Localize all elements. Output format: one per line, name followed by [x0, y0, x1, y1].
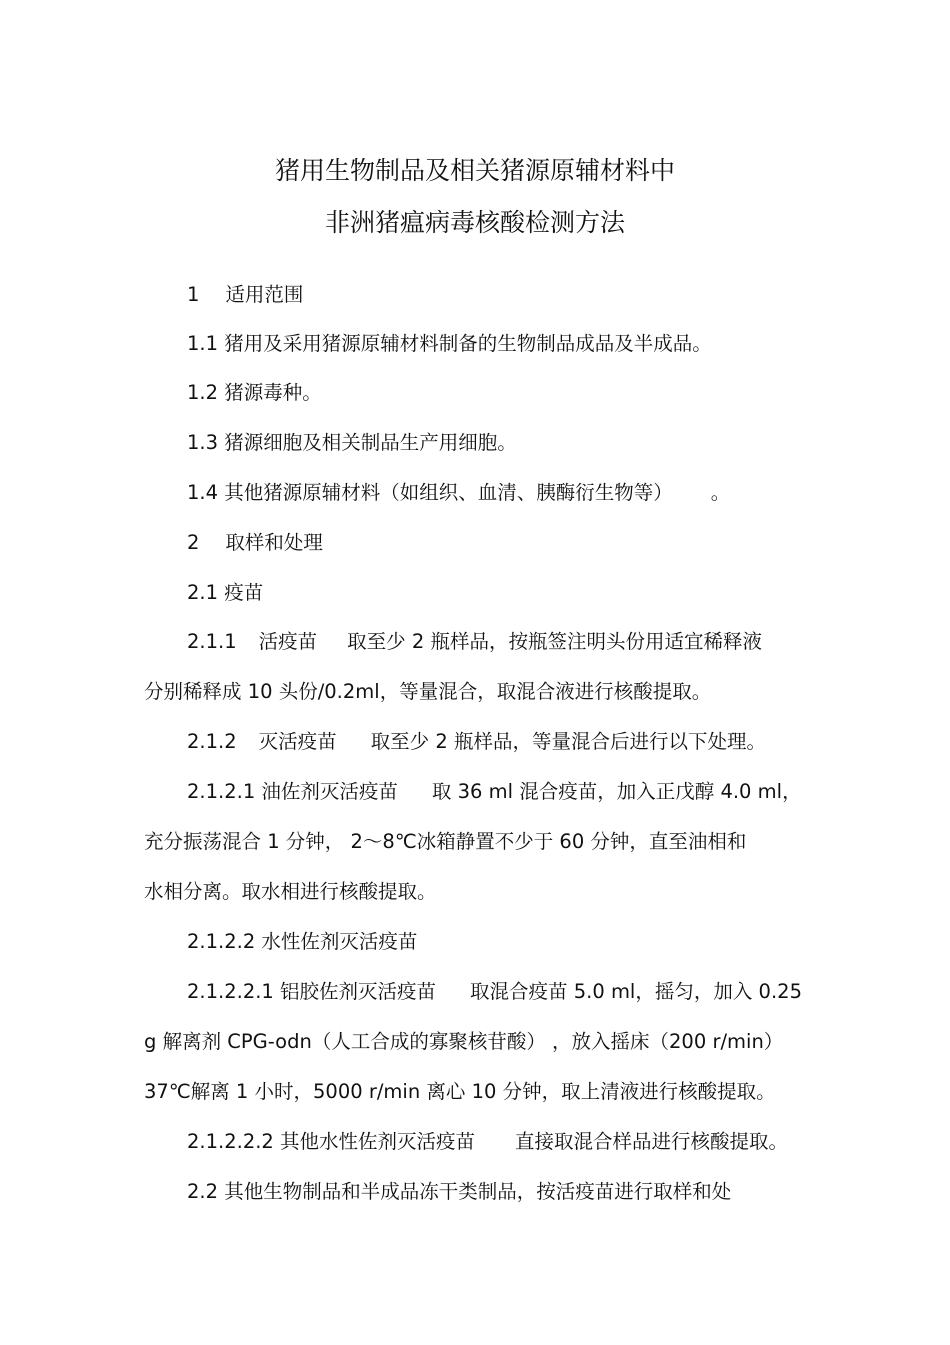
paragraph-2-1-2-2-1-continuation-2: 37℃解离 1 小时，5000 r/min 离心 10 分钟，取上清液进行核酸提取。	[144, 1080, 776, 1103]
paragraph-1-4-text: 1.4 其他猪源原辅材料（如组织、血清、胰酶衍生物等）	[187, 481, 673, 504]
paragraph-2-1-2-1	[187, 779, 802, 805]
paragraph-2-1-1	[187, 629, 762, 655]
paragraph-2-1-2-1-text: 取 36 ml 混合疫苗，加入正戊醇 4.0 ml，	[431, 780, 802, 803]
paragraph-1-1: 1.1 猪用及采用猪源原辅材料制备的生物制品成品及半成品。	[187, 332, 712, 355]
section-1-heading	[187, 282, 303, 308]
paragraph-1-3: 1.3 猪源细胞及相关制品生产用细胞。	[187, 431, 517, 454]
section-2-heading	[187, 530, 323, 556]
paragraph-2-1-2	[187, 729, 766, 755]
paragraph-2-1-1-name: 活疫苗	[258, 630, 318, 653]
paragraph-2-2: 2.2 其他生物制品和半成品冻干类制品，按活疫苗进行取样和处	[187, 1180, 732, 1203]
section-1-number: 1	[187, 283, 200, 306]
paragraph-1-2: 1.2 猪源毒种。	[187, 381, 322, 404]
paragraph-2-1-2-2-2	[187, 1129, 788, 1155]
paragraph-2-1-2-2-1-text: 取混合疫苗 5.0 ml，摇匀，加入 0.25	[470, 980, 802, 1003]
document-title-line1: 猪用生物制品及相关猪源原辅材料中	[274, 156, 675, 185]
paragraph-1-4	[187, 480, 730, 506]
paragraph-2-1-2-2-1-heading: 2.1.2.2.1 铝胶佐剂灭活疫苗	[187, 980, 437, 1003]
section-2-title: 取样和处理	[225, 531, 323, 554]
paragraph-2-1-2-2-1	[187, 979, 802, 1005]
paragraph-1-4-end: 。	[710, 481, 731, 504]
paragraph-2-1-2-2-2-text: 直接取混合样品进行核酸提取。	[515, 1130, 789, 1153]
paragraph-2-1-2-number: 2.1.2	[187, 730, 237, 753]
document-title-line2: 非洲猪瘟病毒核酸检测方法	[324, 208, 625, 237]
paragraph-2-1-2-name: 灭活疫苗	[258, 730, 337, 753]
section-1-title: 适用范围	[225, 283, 304, 306]
paragraph-2-1-2-1-continuation-1: 充分振荡混合 1 分钟， 2～8℃冰箱静置不少于 60 分钟，直至油相和	[144, 830, 747, 853]
section-2-number: 2	[187, 531, 200, 554]
paragraph-2-1-2-text: 取至少 2 瓶样品，等量混合后进行以下处理。	[370, 730, 766, 753]
heading-2-1-2-2: 2.1.2.2 水性佐剂灭活疫苗	[187, 930, 418, 953]
paragraph-2-1-2-1-heading: 2.1.2.1 油佐剂灭活疫苗	[187, 780, 398, 803]
heading-2-1: 2.1 疫苗	[187, 581, 264, 604]
paragraph-2-1-1-text: 取至少 2 瓶样品，按瓶签注明头份用适宜稀释液	[347, 630, 762, 653]
paragraph-2-1-2-2-2-heading: 2.1.2.2.2 其他水性佐剂灭活疫苗	[187, 1130, 476, 1153]
paragraph-2-1-1-number: 2.1.1	[187, 630, 237, 653]
paragraph-2-1-1-continuation: 分别稀释成 10 头份/0.2ml，等量混合，取混合液进行核酸提取。	[144, 680, 712, 703]
paragraph-2-1-2-2-1-continuation-1: g 解离剂 CPG-odn（人工合成的寡聚核苷酸） ，放入摇床（200 r/min）	[144, 1030, 784, 1053]
paragraph-2-1-2-1-continuation-2: 水相分离。取水相进行核酸提取。	[144, 880, 437, 903]
